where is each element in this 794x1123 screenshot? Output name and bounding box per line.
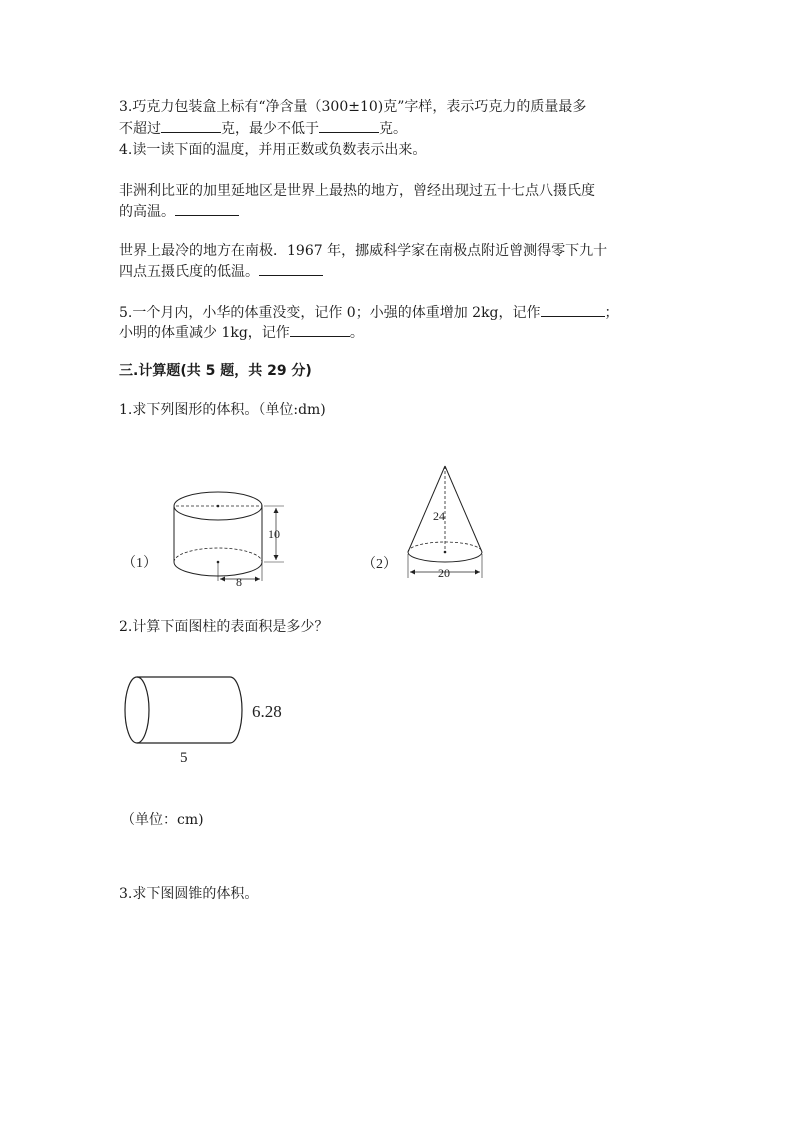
answer-blank-hot[interactable] [175, 201, 239, 216]
circumference-label: 6.28 [252, 702, 282, 721]
unit-note: （单位：cm) [121, 812, 204, 828]
fig1-label: （1） [122, 556, 157, 571]
section-heading: 三.计算题(共 5 题，共 29 分) [119, 363, 312, 379]
answer-blank-cold[interactable] [259, 261, 323, 276]
cylinder-figure [120, 478, 290, 590]
q4-p1-line2: 的高温。 [119, 201, 239, 222]
q5-line1: 5.一个月内，小华的体重没变，记作 0；小强的体重增加 2kg，记作 ； [119, 302, 619, 323]
cone-figure [360, 462, 490, 584]
q4-p2-line1: 世界上最冷的地方在南极．1967 年，挪威科学家在南极点附近曾测得零下九十 [119, 243, 608, 259]
answer-blank-gain[interactable] [541, 302, 605, 317]
answer-blank-loss[interactable] [290, 322, 350, 337]
horizontal-cylinder-figure [118, 672, 298, 770]
fig1-height-label: 10 [268, 527, 280, 541]
q4-title: 4.读一读下面的温度，并用正数或负数表示出来。 [119, 142, 427, 158]
length-label: 5 [180, 750, 188, 766]
q4-p2-line2: 四点五摄氏度的低温。 [119, 261, 323, 282]
q3-line1: 3.巧克力包装盒上标有“净含量（300±10)克”字样，表示巧克力的质量最多 [119, 99, 587, 115]
q5-line2: 小明的体重减少 1kg，记作 。 [119, 322, 364, 343]
calc-q3-text: 3.求下图圆锥的体积。 [119, 886, 259, 902]
calc-q2-text: 2.计算下面图柱的表面积是多少？ [119, 619, 329, 635]
fig2-label: （2） [362, 557, 397, 572]
answer-blank-min[interactable] [319, 118, 379, 133]
fig1-radius-label: 8 [236, 575, 242, 589]
answer-blank-max[interactable] [161, 118, 221, 133]
q4-p1-line1: 非洲利比亚的加里延地区是世界上最热的地方，曾经出现过五十七点八摄氏度 [119, 183, 595, 199]
calc-q1-text: 1.求下列图形的体积。（单位:dm) [119, 402, 326, 418]
fig2-height-label: 24 [433, 509, 445, 523]
q3-line2: 不超过 克，最少不低于 克。 [119, 118, 407, 139]
fig2-diameter-label: 20 [438, 566, 450, 580]
